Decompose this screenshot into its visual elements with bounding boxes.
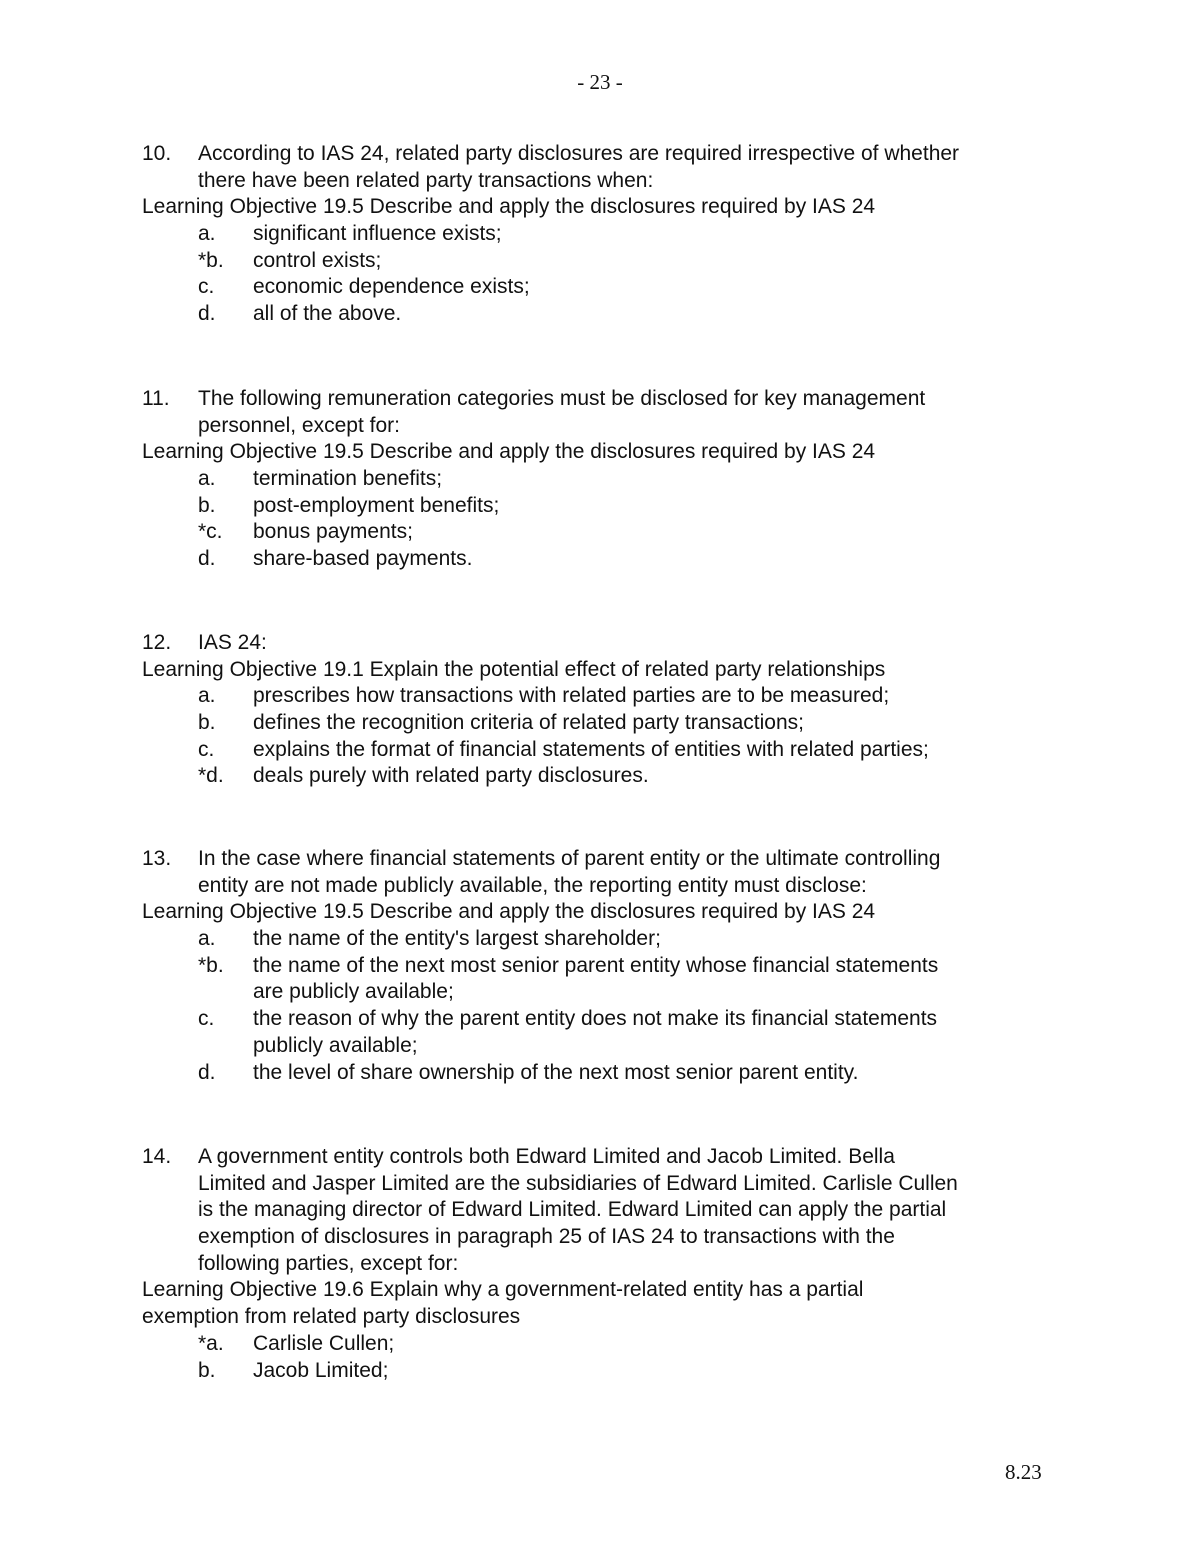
option-text: Carlisle Cullen; — [253, 1331, 395, 1355]
question-number: 11. — [142, 387, 170, 410]
option-text: post-employment benefits; — [253, 493, 500, 517]
option-letter: *c. — [198, 520, 223, 544]
option-letter: *a. — [198, 1331, 224, 1355]
option-letter: b. — [198, 493, 216, 517]
answer-option — [142, 493, 1062, 520]
option-text: termination benefits; — [253, 467, 443, 491]
answer-option — [142, 926, 1062, 953]
question-stem-line — [142, 1197, 1062, 1224]
question-number: 10. — [142, 142, 172, 165]
option-text: defines the recognition criteria of related party transactions; — [253, 711, 804, 735]
question-stem: According to IAS 24, related party disclosures are required irrespective of whether — [198, 142, 960, 165]
question-10 — [142, 141, 1062, 328]
option-letter: d. — [198, 547, 216, 571]
option-text: all of the above. — [253, 302, 402, 326]
question-stem-line — [142, 630, 1062, 657]
option-text: Jacob Limited; — [253, 1358, 389, 1382]
answer-option — [142, 546, 1062, 573]
option-letter: d. — [198, 1060, 216, 1084]
question-stem-line — [142, 141, 1062, 168]
question-stem: IAS 24: — [198, 631, 267, 654]
question-stem-line — [142, 1224, 1062, 1251]
option-text: the reason of why the parent entity does not make its financial statements — [253, 1007, 938, 1031]
answer-option — [142, 221, 1062, 248]
question-stem-line — [142, 386, 1062, 413]
answer-option-correct — [142, 519, 1062, 546]
answer-option — [142, 1358, 1062, 1385]
option-letter: a. — [198, 222, 216, 246]
option-letter: *b. — [198, 953, 224, 977]
question-number: 13. — [142, 847, 172, 870]
answer-option-correct — [142, 953, 1062, 980]
learning-objective-text: Learning Objective 19.1 Explain the potential effect of related party relationships — [142, 657, 886, 681]
learning-objective — [142, 1304, 1062, 1331]
question-11 — [142, 386, 1062, 573]
learning-objective-text: Learning Objective 19.6 Explain why a government-related entity has a partial — [142, 1278, 864, 1302]
question-12 — [142, 630, 1062, 790]
learning-objective — [142, 657, 1062, 684]
option-letter: d. — [198, 302, 216, 326]
learning-objective-text: Learning Objective 19.5 Describe and apply the disclosures required by IAS 24 — [142, 440, 876, 464]
question-stem-line — [142, 1171, 1062, 1198]
learning-objective — [142, 194, 1062, 221]
option-letter: a. — [198, 927, 216, 951]
option-text: prescribes how transactions with related parties are to be measured; — [253, 684, 890, 708]
option-text: the name of the entity's largest shareholder; — [253, 927, 661, 951]
question-14 — [142, 1144, 1062, 1384]
option-letter: a. — [198, 684, 216, 708]
question-stem: entity are not made publicly available, the reporting entity must disclose: — [198, 873, 867, 897]
learning-objective-text: Learning Objective 19.5 Describe and apply the disclosures required by IAS 24 — [142, 900, 876, 924]
answer-option — [142, 1006, 1062, 1033]
question-stem-line — [142, 413, 1062, 440]
question-stem: is the managing director of Edward Limited. Edward Limited can apply the partial — [198, 1198, 947, 1222]
option-text: publicly available; — [253, 1033, 418, 1057]
answer-option — [142, 301, 1062, 328]
question-stem-line — [142, 846, 1062, 873]
option-text: share-based payments. — [253, 547, 473, 571]
learning-objective-text: exemption from related party disclosures — [142, 1305, 521, 1329]
answer-option — [142, 1060, 1062, 1087]
option-text: the level of share ownership of the next most senior parent entity. — [253, 1060, 859, 1084]
option-text: significant influence exists; — [253, 222, 502, 246]
learning-objective — [142, 439, 1062, 466]
learning-objective — [142, 1277, 1062, 1304]
answer-option-correct — [142, 248, 1062, 275]
page-footer-number: 8.23 — [1005, 1460, 1042, 1484]
option-letter: c. — [198, 1007, 215, 1031]
option-letter: *b. — [198, 248, 224, 272]
question-stem-line — [142, 168, 1062, 195]
question-stem-line — [142, 1144, 1062, 1171]
option-letter: c. — [198, 737, 215, 761]
option-text: economic dependence exists; — [253, 275, 530, 299]
question-stem-line — [142, 1251, 1062, 1278]
answer-option — [142, 683, 1062, 710]
question-stem-line — [142, 873, 1062, 900]
question-stem: following parties, except for: — [198, 1251, 459, 1275]
answer-option-correct — [142, 1331, 1062, 1358]
option-text: the name of the next most senior parent entity whose financial statements — [253, 953, 939, 977]
question-number: 12. — [142, 631, 172, 654]
option-letter: b. — [198, 1358, 216, 1382]
question-stem: A government entity controls both Edward Limited and Jacob Limited. Bella — [198, 1145, 895, 1168]
learning-objective-text: Learning Objective 19.5 Describe and apply the disclosures required by IAS 24 — [142, 195, 876, 219]
answer-option — [142, 466, 1062, 493]
option-letter: c. — [198, 275, 215, 299]
option-text: control exists; — [253, 248, 382, 272]
option-letter: a. — [198, 467, 216, 491]
question-stem: The following remuneration categories must be disclosed for key management — [198, 387, 926, 410]
question-stem: Limited and Jasper Limited are the subsidiaries of Edward Limited. Carlisle Cullen — [198, 1171, 958, 1195]
answer-option-correct — [142, 763, 1062, 790]
learning-objective — [142, 899, 1062, 926]
question-stem: exemption of disclosures in paragraph 25 of IAS 24 to transactions with the — [198, 1225, 895, 1249]
answer-option — [142, 710, 1062, 737]
answer-option — [142, 274, 1062, 301]
question-stem: In the case where financial statements of parent entity or the ultimate controlling — [198, 847, 941, 870]
page-header-number: - 23 - — [577, 70, 623, 94]
answer-option — [142, 737, 1062, 764]
option-text: explains the format of financial statements of entities with related parties; — [253, 737, 929, 761]
option-text: bonus payments; — [253, 520, 413, 544]
question-13 — [142, 846, 1062, 1086]
option-text: deals purely with related party disclosures. — [253, 764, 649, 788]
option-text: are publicly available; — [253, 980, 454, 1004]
question-stem: there have been related party transactions when: — [198, 168, 654, 192]
answer-option-continuation — [142, 1033, 1062, 1060]
option-letter: *d. — [198, 764, 224, 788]
option-letter: b. — [198, 711, 216, 735]
question-stem: personnel, except for: — [198, 413, 400, 437]
question-number: 14. — [142, 1145, 172, 1168]
answer-option-continuation — [142, 979, 1062, 1006]
